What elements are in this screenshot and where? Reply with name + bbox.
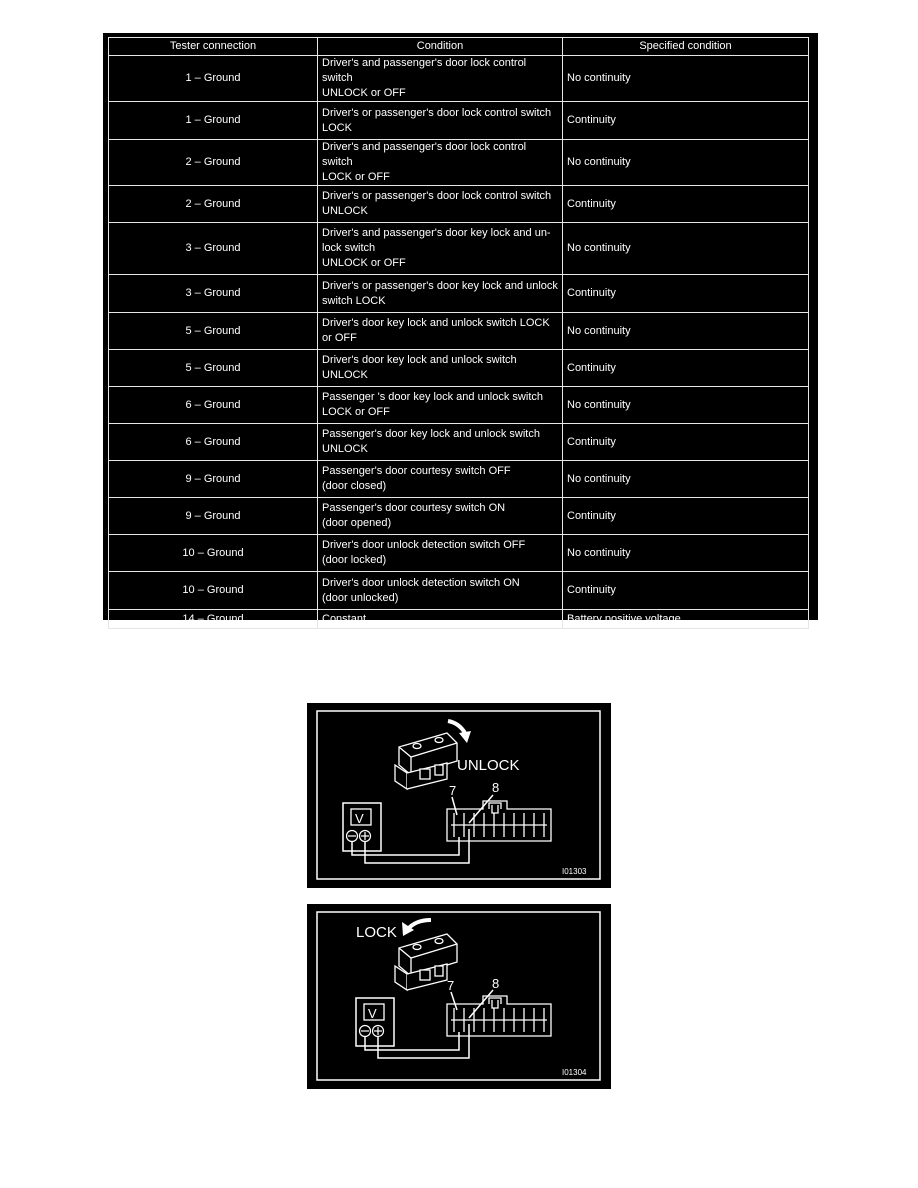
specified-text: No continuity xyxy=(567,324,631,337)
table-row xyxy=(109,102,809,140)
cell-specified xyxy=(563,461,809,498)
table-row xyxy=(109,350,809,387)
cell-specified xyxy=(563,350,809,387)
table-row xyxy=(109,610,809,629)
specified-text: Continuity xyxy=(567,114,616,126)
cell-condition xyxy=(318,424,563,461)
condition-text: Driver's door unlock detection switch ON (door unlocked) xyxy=(322,576,520,604)
condition-text: Driver's or passenger's door lock control switch UNLOCK xyxy=(322,190,552,217)
figure-id: I01303 xyxy=(562,867,587,876)
cell-condition xyxy=(318,102,563,140)
specified-text: No continuity xyxy=(567,472,631,485)
unlock-diagram xyxy=(307,703,611,888)
condition-text: Driver's door key lock and unlock switch LOCK or OFF xyxy=(322,317,550,344)
header-specified-condition: Specified condition xyxy=(563,38,809,56)
cell-connection: 5 – Ground xyxy=(109,313,318,350)
cell-specified xyxy=(563,424,809,461)
cell-condition xyxy=(318,461,563,498)
meter-label: V xyxy=(368,1006,377,1021)
condition-text: Driver's door key lock and unlock switch UNLOCK xyxy=(322,354,517,381)
condition-text: Driver's and passenger's door lock control switch UNLOCK or OFF xyxy=(322,57,527,99)
cell-specified xyxy=(563,275,809,313)
connector-icon xyxy=(447,996,551,1036)
voltmeter-icon xyxy=(356,998,394,1046)
condition-text: Driver's door unlock detection switch OFF (door locked) xyxy=(322,539,526,566)
voltmeter-icon xyxy=(343,803,381,851)
header-condition: Condition xyxy=(318,38,563,56)
cell-specified xyxy=(563,313,809,350)
table-row xyxy=(109,140,809,186)
figure-id: I01304 xyxy=(562,1068,587,1077)
door-lock-switch-icon xyxy=(395,733,457,789)
specified-text: Continuity xyxy=(567,435,616,448)
cell-specified xyxy=(563,186,809,223)
connector-icon xyxy=(447,801,551,841)
condition-text: Driver's and passenger's door key lock and un- lock switch UNLOCK or OFF xyxy=(322,227,551,269)
cell-connection: 1 – Ground xyxy=(109,102,318,140)
cell-condition xyxy=(318,275,563,313)
continuity-table-panel xyxy=(103,33,818,625)
cell-connection: 2 – Ground xyxy=(109,140,318,186)
header-tester-connection: Tester connection xyxy=(109,38,318,56)
specified-text: Continuity xyxy=(567,361,616,374)
specified-text: Continuity xyxy=(567,197,616,210)
cell-condition xyxy=(318,387,563,424)
meter-label: V xyxy=(355,811,364,826)
cell-condition xyxy=(318,186,563,223)
cell-condition xyxy=(318,535,563,572)
table-row xyxy=(109,461,809,498)
table-header-row xyxy=(109,38,809,56)
lock-label: LOCK xyxy=(356,924,397,941)
table-row xyxy=(109,56,809,102)
table-row xyxy=(109,186,809,223)
table-row xyxy=(109,313,809,350)
cell-condition xyxy=(318,56,563,102)
pin-7-label: 7 xyxy=(447,978,455,993)
cell-connection: 10 – Ground xyxy=(109,572,318,610)
condition-text: Driver's or passenger's door key lock and unlock switch LOCK xyxy=(322,279,558,307)
specified-text: No continuity xyxy=(567,156,631,168)
cell-specified xyxy=(563,56,809,102)
unlock-test-figure xyxy=(307,703,611,888)
condition-text: Constant xyxy=(322,612,367,625)
condition-text: Passenger's door courtesy switch ON (door opened) xyxy=(322,502,506,529)
table-row xyxy=(109,387,809,424)
cell-specified xyxy=(563,535,809,572)
condition-text: Driver's and passenger's door lock control switch LOCK or OFF xyxy=(322,141,527,183)
pin-7-label: 7 xyxy=(449,783,457,798)
cell-condition xyxy=(318,350,563,387)
table-row xyxy=(109,223,809,275)
cell-specified xyxy=(563,387,809,424)
table-row xyxy=(109,535,809,572)
pin-8-label: 8 xyxy=(492,976,500,991)
condition-text: Passenger's door key lock and unlock switch UNLOCK xyxy=(322,428,540,455)
cell-condition xyxy=(318,223,563,275)
cell-connection: 2 – Ground xyxy=(109,186,318,223)
cell-condition xyxy=(318,313,563,350)
specified-text: Continuity xyxy=(567,584,616,596)
cell-condition xyxy=(318,498,563,535)
cell-connection: 3 – Ground xyxy=(109,275,318,313)
cell-connection: 3 – Ground xyxy=(109,223,318,275)
specified-text: Continuity xyxy=(567,287,616,299)
unlock-label: UNLOCK xyxy=(457,757,520,774)
pin-8-label: 8 xyxy=(492,780,500,795)
cell-connection: 10 – Ground xyxy=(109,535,318,572)
cell-connection: 9 – Ground xyxy=(109,498,318,535)
cell-connection: 14 – Ground xyxy=(109,610,318,629)
lock-diagram xyxy=(307,904,611,1089)
cell-specified xyxy=(563,572,809,610)
cell-specified xyxy=(563,102,809,140)
cell-condition xyxy=(318,572,563,610)
specified-text: No continuity xyxy=(567,398,631,411)
cell-condition xyxy=(318,140,563,186)
cell-connection: 6 – Ground xyxy=(109,424,318,461)
specified-text: No continuity xyxy=(567,546,631,559)
specified-text: No continuity xyxy=(567,72,631,84)
arrow-lock-icon xyxy=(402,920,431,936)
cell-connection: 6 – Ground xyxy=(109,387,318,424)
table-row xyxy=(109,498,809,535)
condition-text: Passenger's door courtesy switch OFF (door closed) xyxy=(322,465,511,492)
cell-condition xyxy=(318,610,563,629)
specified-text: Battery positive voltage xyxy=(567,612,681,625)
cell-connection: 5 – Ground xyxy=(109,350,318,387)
specified-text: No continuity xyxy=(567,242,631,254)
cell-connection: 1 – Ground xyxy=(109,56,318,102)
continuity-table xyxy=(108,37,809,629)
cell-specified xyxy=(563,140,809,186)
cell-connection: 9 – Ground xyxy=(109,461,318,498)
table-row xyxy=(109,424,809,461)
condition-text: Passenger 's door key lock and unlock switch LOCK or OFF xyxy=(322,391,543,418)
specified-text: Continuity xyxy=(567,509,616,522)
cell-specified xyxy=(563,223,809,275)
table-row xyxy=(109,572,809,610)
cell-specified xyxy=(563,498,809,535)
condition-text: Driver's or passenger's door lock control switch LOCK xyxy=(322,106,552,134)
lock-test-figure xyxy=(307,904,611,1089)
cell-specified xyxy=(563,610,809,629)
table-row xyxy=(109,275,809,313)
